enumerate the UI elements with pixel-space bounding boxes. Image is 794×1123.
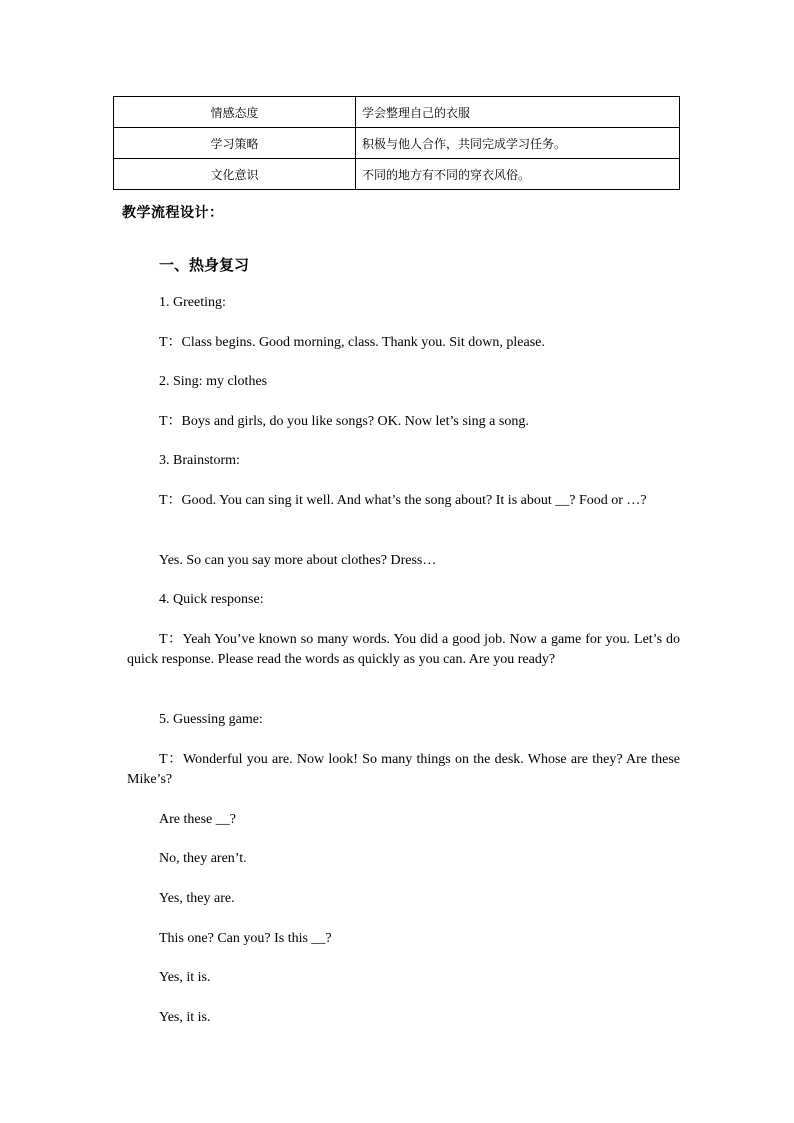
table-value-cell: 不同的地方有不同的穿衣风俗。 [356, 159, 680, 190]
section-heading-main: 教学流程设计： [122, 205, 224, 221]
table-row [114, 159, 680, 190]
table-label-cell: 学习策略 [114, 128, 356, 159]
table-value-cell: 积极与他人合作，共同完成学习任务。 [356, 128, 680, 159]
paragraph: T：Wonderful you are. Now look! So many things on the desk. Whose are they? Are these Mike’s? [127, 752, 680, 787]
paragraph: Are these __? [159, 812, 236, 827]
step-heading-brainstorm: 3. Brainstorm: [159, 453, 240, 468]
paragraph: No, they aren’t. [159, 851, 247, 866]
paragraph: Yes, they are. [159, 891, 235, 906]
table-label-cell: 情感态度 [114, 97, 356, 128]
table-value-cell: 学会整理自己的衣服 [356, 97, 680, 128]
step-heading-sing: 2. Sing: my clothes [159, 374, 268, 389]
paragraph: T：Boys and girls, do you like songs? OK. Now let’s sing a song. [159, 414, 529, 429]
step-heading-guessing-game: 5. Guessing game: [159, 712, 263, 727]
paragraph: Yes, it is. [159, 1010, 211, 1025]
paragraph: T：Good. You can sing it well. And what’s the song about? It is about __? Food or …? [159, 493, 647, 508]
table-row [114, 97, 680, 128]
step-heading-greeting: 1. Greeting: [159, 295, 226, 310]
section-heading-warmup: 一、热身复习 [159, 256, 250, 274]
paragraph: This one? Can you? Is this __? [159, 931, 332, 946]
step-heading-quick-response: 4. Quick response: [159, 592, 264, 607]
paragraph: T：Yeah You’ve known so many words. You did a good job. Now a game for you. Let’s do quick response. Please read the words as quickly as you can. Are you ready? [127, 632, 680, 667]
paragraph: T：Class begins. Good morning, class. Thank you. Sit down, please. [159, 335, 545, 350]
paragraph: Yes, it is. [159, 970, 211, 985]
table-row [114, 128, 680, 159]
objectives-table [113, 96, 680, 190]
paragraph: Yes. So can you say more about clothes? Dress… [159, 553, 437, 568]
table-label-cell: 文化意识 [114, 159, 356, 190]
